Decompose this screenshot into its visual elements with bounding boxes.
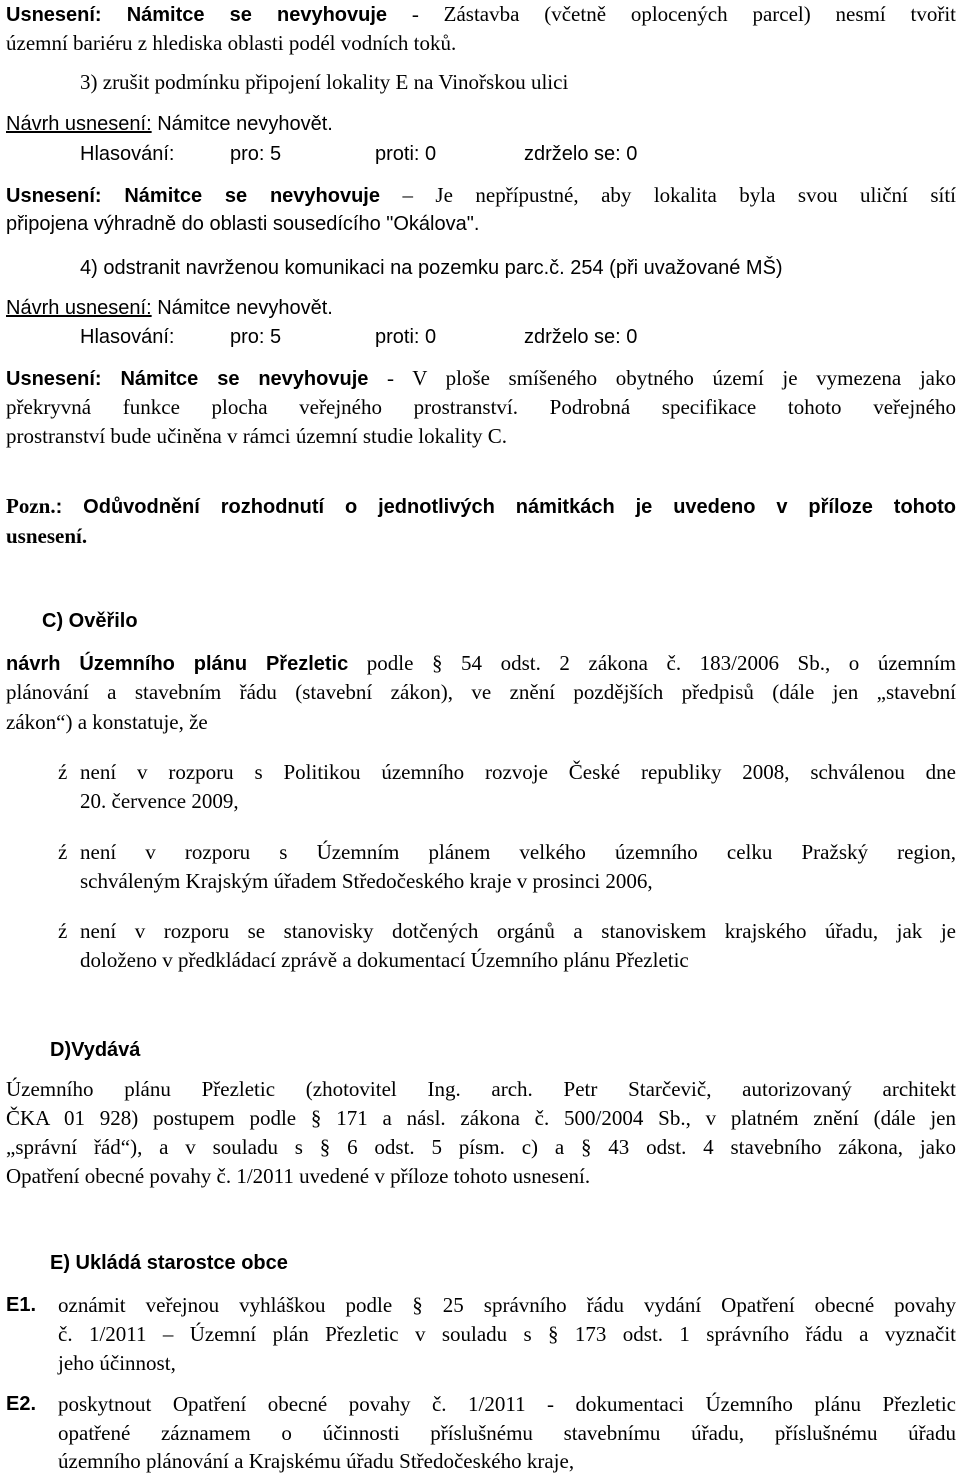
resolution-2: Usnesení: Námitce se nevyhovuje - Zástavba (včetně oplocených parcel) nesmí tvořit <box>6 2 956 26</box>
item-e1-label: E1. <box>6 1294 37 1316</box>
section-d-line4: Opatření obecné povahy č. 1/2011 uvedené v příloze tohoto usnesení. <box>6 1164 591 1188</box>
bullet-1-line1: není v rozporu s Politikou územního rozvoje České republiky 2008, schválenou dne <box>80 760 956 784</box>
section-d-line2: ČKA 01 928) postupem podle § 171 a násl. zákona č. 500/2004 Sb., v platném znění (dále jen <box>6 1106 956 1130</box>
section-c-heading: C) Ověřilo <box>42 610 138 632</box>
bullet-2-line2: schváleným Krajským úřadem Středočeského kraje v prosinci 2006, <box>80 869 653 893</box>
section-c-line3: zákon“) a konstatuje, že <box>6 710 208 734</box>
section-d-line1: Územního plánu Přezletic (zhotovitel Ing. arch. Petr Starčevič, autorizovaný architekt <box>6 1077 956 1101</box>
objection-3-item: 3) zrušit podmínku připojení lokality E na Vinořskou ulici <box>80 70 569 94</box>
vote-against: proti: 0 <box>375 326 437 348</box>
vote-label: Hlasování: <box>80 143 175 165</box>
bullet-icon: ź <box>58 760 68 784</box>
proposal-4: Návrh usnesení: Námitce nevyhovět. <box>6 297 333 319</box>
bullet-3-line1: není v rozporu se stanovisky dotčených orgánů a stanoviskem krajského úřadu, jak je <box>80 919 956 943</box>
note: Pozn.: Odůvodnění rozhodnutí o jednotlivých námitkách je uvedeno v příloze tohoto <box>6 494 956 518</box>
vote-label: Hlasování: <box>80 326 175 348</box>
resolution-4-line2: překryvná funkce plocha veřejného prostranství. Podrobná specifikace tohoto veřejného <box>6 395 956 419</box>
item-e2-label: E2. <box>6 1393 37 1415</box>
item-e1-line1: oznámit veřejnou vyhláškou podle § 25 správního řádu vydání Opatření obecné povahy <box>58 1293 956 1317</box>
resolution-4: Usnesení: Námitce se nevyhovuje - V ploše smíšeného obytného území je vymezena jako <box>6 366 956 390</box>
item-e2-line2: opatřené záznamem o účinnosti příslušnému stavebnímu úřadu, příslušnému úřadu <box>58 1421 956 1445</box>
resolution-3-line2: připojena výhradně do oblasti sousedícího "Okálova". <box>6 213 480 235</box>
bullet-2-line1: není v rozporu s Územním plánem velkého územního celku Pražský region, <box>80 840 956 864</box>
resolution-2-line2: územní bariéru z hlediska oblasti podél vodních toků. <box>6 31 457 55</box>
bullet-icon: ź <box>58 919 68 943</box>
resolution-3: Usnesení: Námitce se nevyhovuje – Je nepřípustné, aby lokalita byla svou uliční sítí <box>6 183 956 207</box>
vote-abstain: zdrželo se: 0 <box>524 143 638 165</box>
vote-abstain: zdrželo se: 0 <box>524 326 638 348</box>
item-e2-line1: poskytnout Opatření obecné povahy č. 1/2011 - dokumentaci Územního plánu Přezletic <box>58 1392 956 1416</box>
proposal-3: Návrh usnesení: Námitce nevyhovět. <box>6 113 333 135</box>
bullet-1-line2: 20. července 2009, <box>80 789 239 813</box>
section-c-line2: plánování a stavebním řádu (stavební zákon), ve znění pozdějších předpisů (dále jen „stavební <box>6 680 956 704</box>
section-d-heading: D)Vydává <box>50 1039 141 1061</box>
section-c-line1: návrh Územního plánu Přezletic podle § 54 odst. 2 zákona č. 183/2006 Sb., o územním <box>6 651 956 675</box>
item-e2-line3: územního plánování a Krajskému úřadu Středočeského kraje, <box>58 1449 575 1473</box>
vote-against: proti: 0 <box>375 143 437 165</box>
vote-for: pro: 5 <box>230 326 282 348</box>
bullet-icon: ź <box>58 840 68 864</box>
item-e1-line3: jeho účinnost, <box>58 1351 176 1375</box>
section-e-heading: E) Ukládá starostce obce <box>50 1252 288 1274</box>
item-e1-line2: č. 1/2011 – Územní plán Přezletic v souladu s § 173 odst. 1 správního řádu a vyznačit <box>58 1322 956 1346</box>
resolution-4-line3: prostranství bude učiněna v rámci územní studie lokality C. <box>6 424 507 448</box>
vote-for: pro: 5 <box>230 143 282 165</box>
section-d-line3: „správní řád“), a v souladu s § 6 odst. 5 písm. c) a § 43 odst. 4 stavebního zákona, jako <box>6 1135 956 1159</box>
note-line2: usnesení. <box>6 524 88 548</box>
objection-4-item: 4) odstranit navrženou komunikaci na pozemku parc.č. 254 (při uvažované MŠ) <box>80 257 783 279</box>
bullet-3-line2: doloženo v předkládací zprávě a dokumentací Územního plánu Přezletic <box>80 948 689 972</box>
